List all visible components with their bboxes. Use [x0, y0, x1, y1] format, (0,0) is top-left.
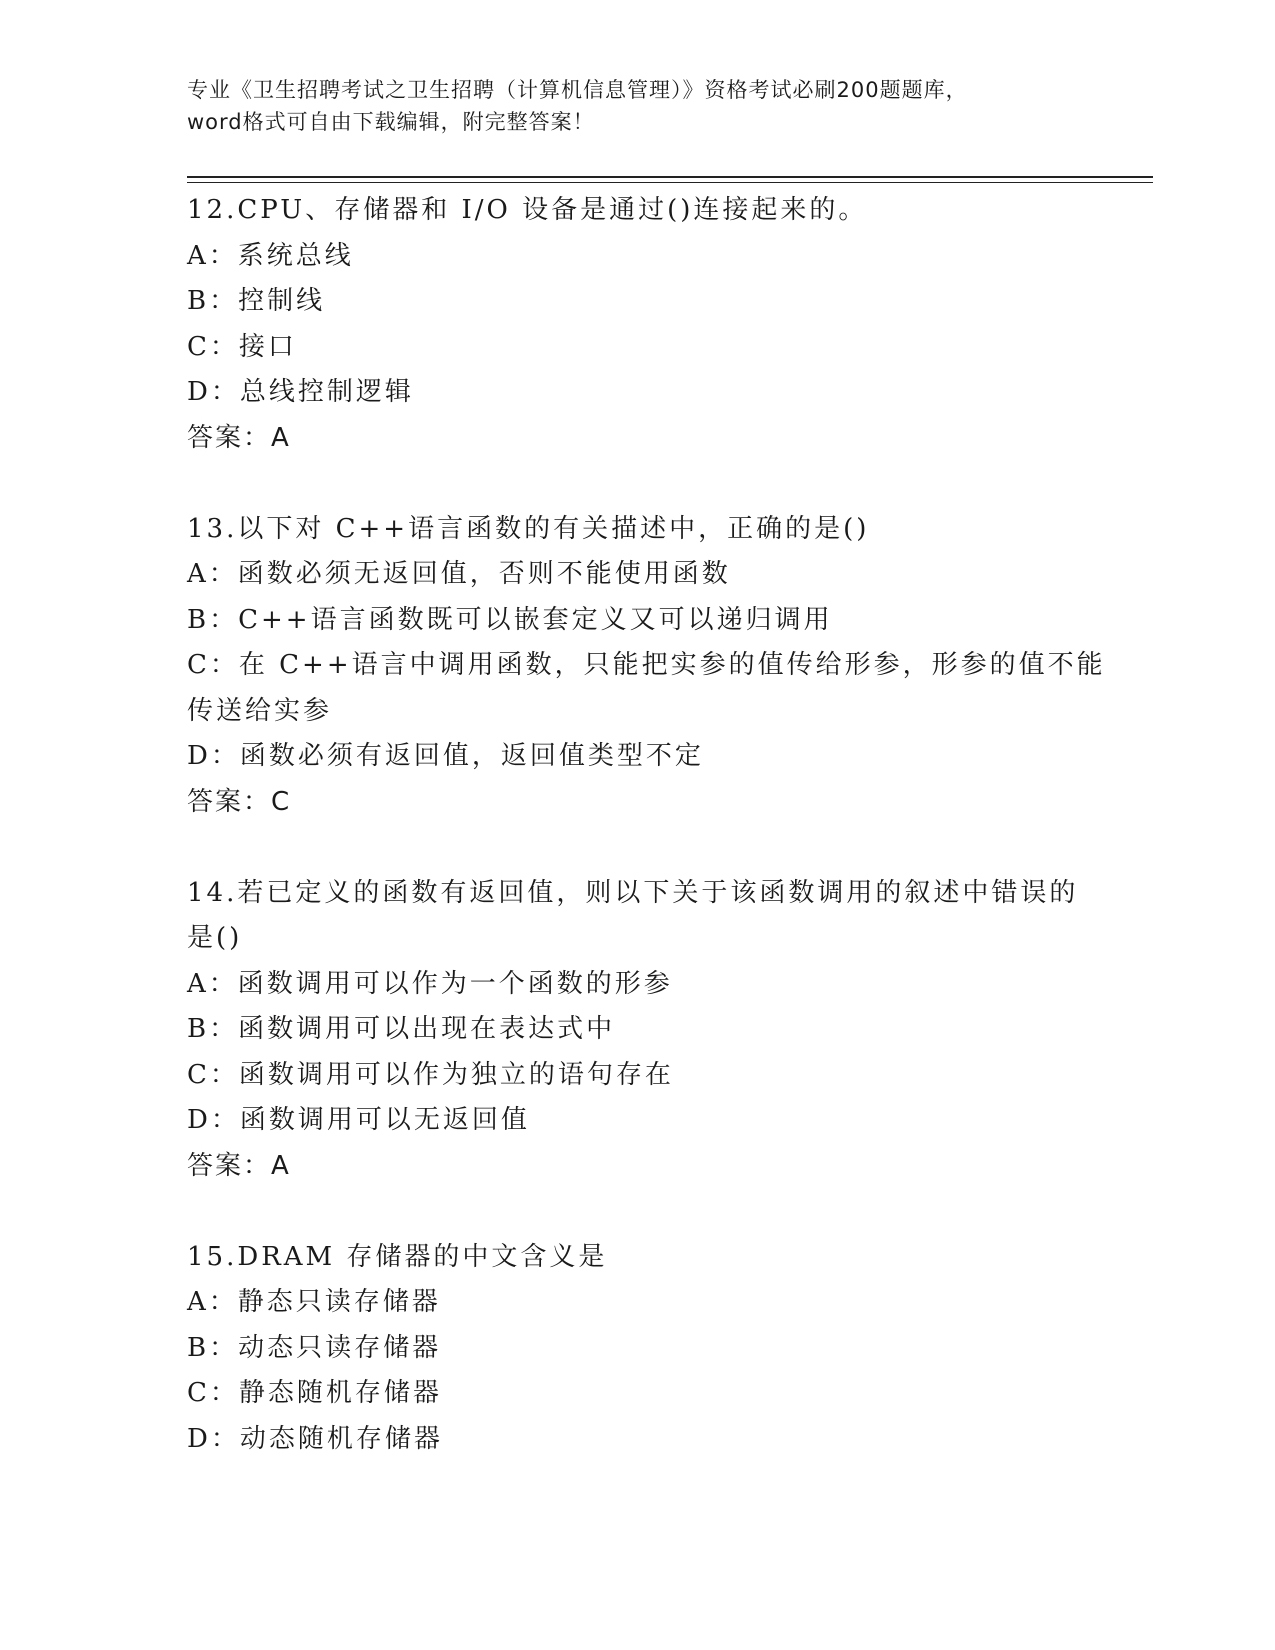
- option-a: A：函数必须无返回值，否则不能使用函数: [187, 559, 731, 589]
- header-line-1: 专业《卫生招聘考试之卫生招聘（计算机信息管理）》资格考试必刷200题题库，: [187, 78, 968, 102]
- option-c-continued: 传送给实参: [187, 695, 333, 726]
- option-d: D：动态随机存储器: [187, 1423, 443, 1454]
- option-d: D：函数必须有返回值，返回值类型不定: [187, 741, 704, 771]
- document-header: [187, 74, 1087, 138]
- option-b: B：函数调用可以出现在表达式中: [187, 1014, 616, 1044]
- question-stem-continued: 是(): [187, 923, 243, 953]
- answer-label: 答案：A: [187, 1150, 291, 1181]
- option-c: C：静态随机存储器: [187, 1378, 442, 1408]
- option-c: C：函数调用可以作为独立的语句存在: [187, 1059, 674, 1090]
- option-d: D：函数调用可以无返回值: [187, 1105, 530, 1135]
- question-12: [187, 188, 1087, 461]
- question-stem: 13.以下对 C++语言函数的有关描述中，正确的是(): [187, 513, 870, 544]
- answer-label: 答案：A: [187, 422, 291, 453]
- option-b: B：C++语言函数既可以嵌套定义又可以递归调用: [187, 604, 833, 635]
- question-13: [187, 507, 1106, 826]
- option-b: B：控制线: [187, 286, 326, 316]
- header-line-2: word格式可自由下载编辑，附完整答案！: [187, 110, 595, 134]
- option-a: A：静态只读存储器: [187, 1287, 441, 1317]
- question-stem: 14.若已定义的函数有返回值，则以下关于该函数调用的叙述中错误的: [187, 877, 1079, 908]
- option-c: C：接口: [187, 331, 297, 362]
- question-stem: 12.CPU、存储器和 I/O 设备是通过()连接起来的。: [187, 195, 868, 225]
- answer-label: 答案：C: [187, 786, 292, 817]
- option-c: C：在 C++语言中调用函数，只能把实参的值传给形参，形参的值不能: [187, 650, 1106, 680]
- option-a: A：函数调用可以作为一个函数的形参: [187, 968, 673, 999]
- header-divider-thin: [187, 182, 1153, 183]
- question-15: [187, 1235, 1087, 1463]
- option-d: D：总线控制逻辑: [187, 377, 414, 407]
- question-14: [187, 871, 1087, 1190]
- question-list: [187, 188, 1106, 1462]
- question-stem: 15.DRAM 存储器的中文含义是: [187, 1241, 608, 1272]
- header-divider-thick: [187, 176, 1153, 178]
- option-a: A：系统总线: [187, 240, 354, 271]
- option-b: B：动态只读存储器: [187, 1332, 442, 1363]
